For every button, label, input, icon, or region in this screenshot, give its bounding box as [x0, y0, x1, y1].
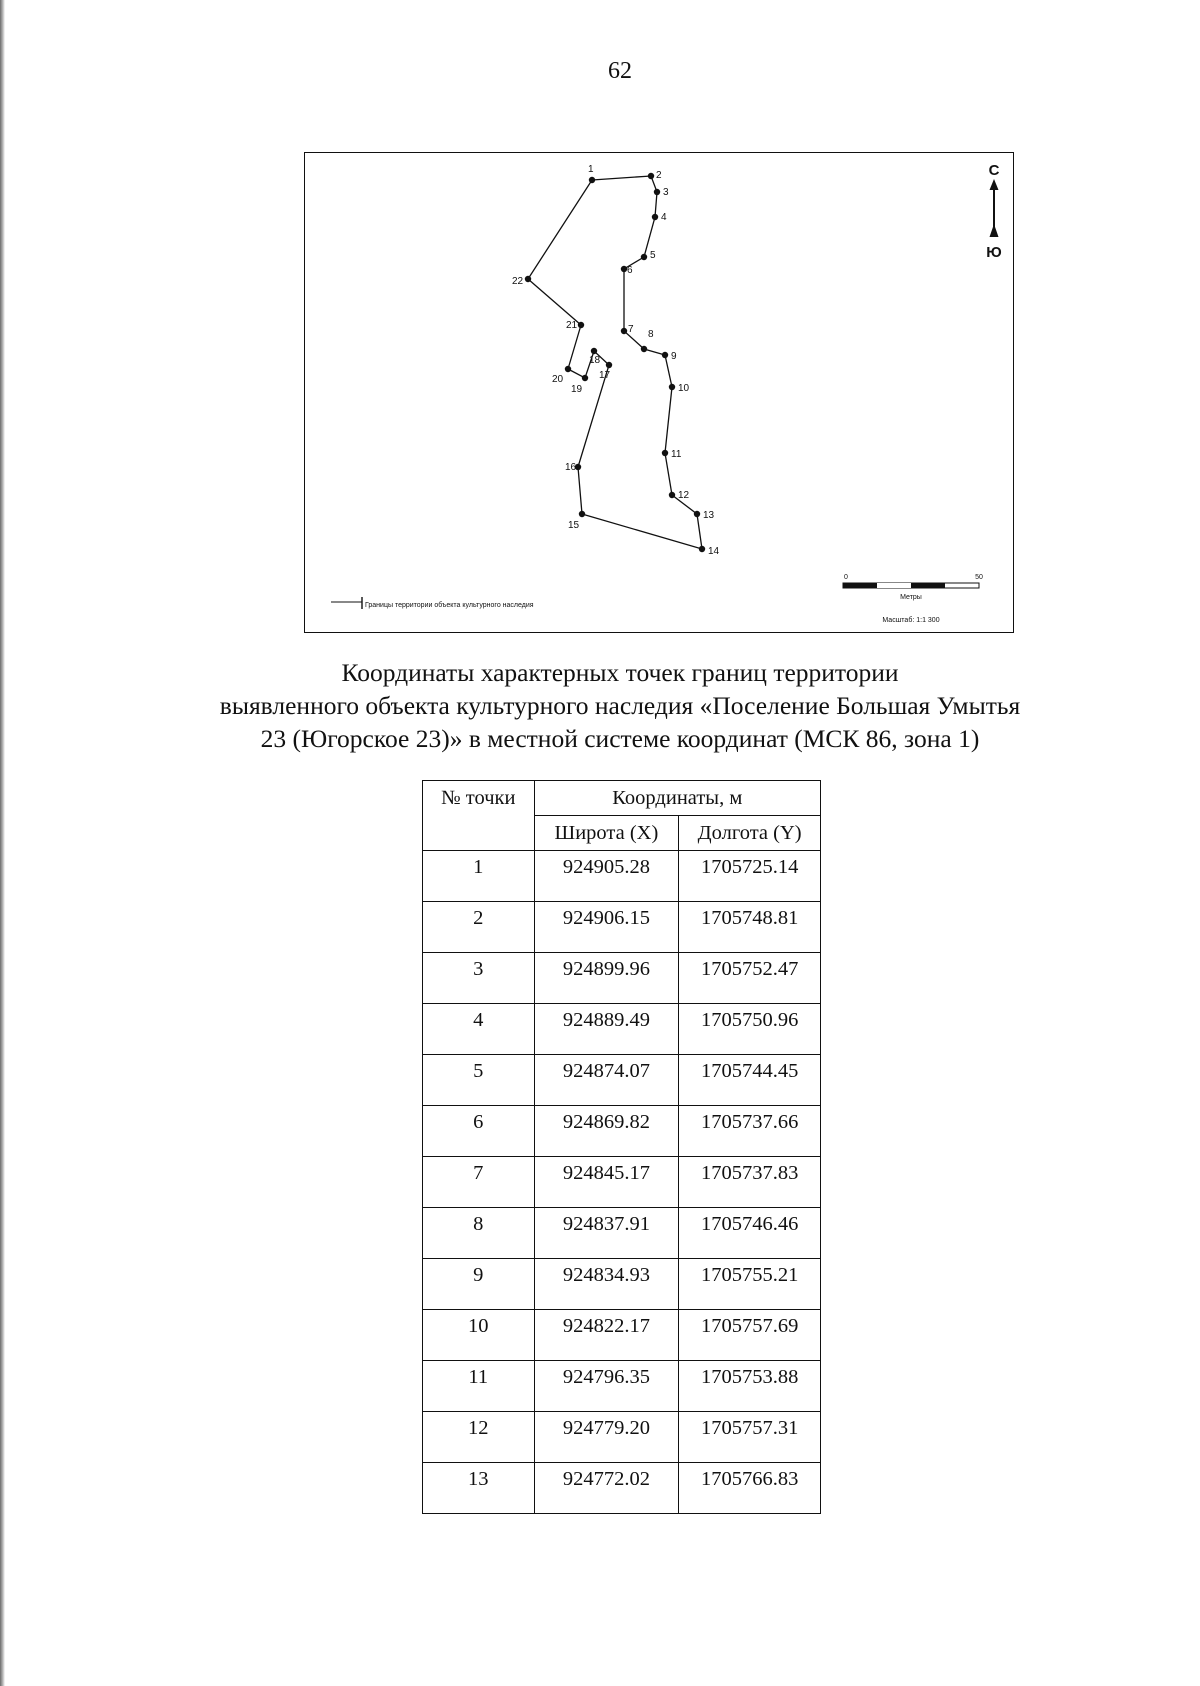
- boundary-point-label: 18: [589, 355, 601, 366]
- latitude-cell: 924779.20: [534, 1412, 679, 1463]
- table-row: [423, 1157, 821, 1208]
- latitude-cell: 924837.91: [534, 1208, 679, 1259]
- longitude-cell: 1705737.66: [679, 1106, 821, 1157]
- table-row: [423, 1463, 821, 1514]
- boundary-point-label: 17: [599, 370, 611, 381]
- coordinates-table: [422, 780, 821, 1514]
- boundary-point-marker: [669, 384, 675, 390]
- boundary-point-label: 6: [627, 265, 633, 276]
- latitude-cell: 924845.17: [534, 1157, 679, 1208]
- south-label: Ю: [986, 244, 1002, 261]
- map-legend: [331, 597, 534, 609]
- table-row: [423, 1310, 821, 1361]
- caption-line-3: 23 (Югорское 23)» в местной системе координат (МСК 86, зона 1): [260, 724, 980, 753]
- point-number-cell: 9: [423, 1259, 535, 1310]
- boundary-point-label: 5: [650, 250, 656, 261]
- legend-label: Границы территории объекта культурного наследия: [365, 602, 534, 609]
- table-row: [423, 1106, 821, 1157]
- longitude-cell: 1705757.69: [679, 1310, 821, 1361]
- scale-bar: [843, 574, 983, 624]
- boundary-point-label: 20: [552, 374, 564, 385]
- latitude-cell: 924889.49: [534, 1004, 679, 1055]
- boundary-point-label: 1: [588, 164, 594, 175]
- boundary-point-marker: [621, 328, 627, 334]
- boundary-point-marker: [652, 214, 658, 220]
- boundary-point-label: 8: [648, 329, 654, 340]
- boundary-point-marker: [662, 450, 668, 456]
- boundary-point-marker: [648, 173, 654, 179]
- boundary-point-marker: [669, 492, 675, 498]
- header-point-number: № точки: [423, 781, 535, 851]
- boundary-point-marker: [641, 346, 647, 352]
- boundary-point-marker: [565, 366, 571, 372]
- boundary-point-label: 2: [656, 170, 662, 181]
- boundary-point-marker: [579, 511, 585, 517]
- longitude-cell: 1705753.88: [679, 1361, 821, 1412]
- latitude-cell: 924869.82: [534, 1106, 679, 1157]
- boundary-point-label: 15: [568, 520, 580, 531]
- longitude-cell: 1705725.14: [679, 851, 821, 902]
- coordinates-table-body: [423, 851, 821, 1514]
- boundary-point-label: 4: [661, 212, 667, 223]
- latitude-cell: 924905.28: [534, 851, 679, 902]
- boundary-point-marker: [699, 546, 705, 552]
- boundary-point-label: 19: [571, 384, 583, 395]
- point-number-cell: 1: [423, 851, 535, 902]
- boundary-point-marker: [582, 375, 588, 381]
- header-coordinates: Координаты, м: [534, 781, 820, 816]
- table-row: [423, 1361, 821, 1412]
- scale-end: 50: [975, 574, 983, 581]
- point-number-cell: 2: [423, 902, 535, 953]
- latitude-cell: 924822.17: [534, 1310, 679, 1361]
- boundary-point-label: 9: [671, 351, 677, 362]
- scale-units: Метры: [900, 594, 922, 601]
- boundary-point-marker: [578, 322, 584, 328]
- boundary-polygon: [528, 176, 702, 549]
- boundary-point-label: 3: [663, 187, 669, 198]
- latitude-cell: 924906.15: [534, 902, 679, 953]
- longitude-cell: 1705752.47: [679, 953, 821, 1004]
- point-number-cell: 11: [423, 1361, 535, 1412]
- boundary-point-label: 11: [671, 449, 682, 460]
- latitude-cell: 924772.02: [534, 1463, 679, 1514]
- caption-line-2: выявленного объекта культурного наследия «Поселение Большая Умытья: [219, 691, 1021, 720]
- table-row: [423, 1208, 821, 1259]
- page-number: 62: [608, 58, 632, 84]
- table-row: [423, 902, 821, 953]
- longitude-cell: 1705757.31: [679, 1412, 821, 1463]
- point-number-cell: 10: [423, 1310, 535, 1361]
- scale-start: 0: [844, 574, 848, 581]
- coordinates-caption: [120, 656, 1120, 755]
- boundary-point-marker: [654, 189, 660, 195]
- longitude-cell: 1705755.21: [679, 1259, 821, 1310]
- longitude-cell: 1705748.81: [679, 902, 821, 953]
- point-number-cell: 7: [423, 1157, 535, 1208]
- boundary-point-label: 22: [512, 276, 524, 287]
- table-row: [423, 851, 821, 902]
- point-number-cell: 12: [423, 1412, 535, 1463]
- header-longitude: Долгота (Y): [679, 816, 821, 851]
- point-number-cell: 3: [423, 953, 535, 1004]
- caption-line-1: Координаты характерных точек границ территории: [341, 658, 899, 687]
- longitude-cell: 1705766.83: [679, 1463, 821, 1514]
- point-number-cell: 5: [423, 1055, 535, 1106]
- point-number-cell: 4: [423, 1004, 535, 1055]
- table-row: [423, 1259, 821, 1310]
- north-arrow-icon: [986, 162, 1001, 261]
- boundary-point-marker: [694, 511, 700, 517]
- boundary-point-marker: [525, 276, 531, 282]
- boundary-point-label: 13: [703, 510, 715, 521]
- boundary-point-marker: [662, 352, 668, 358]
- boundary-point-marker: [589, 177, 595, 183]
- boundary-map: [304, 152, 1014, 633]
- boundary-point-label: 16: [565, 462, 577, 473]
- boundary-point-label: 10: [678, 383, 690, 394]
- boundary-point-label: 7: [628, 324, 634, 335]
- boundary-point-marker: [641, 254, 647, 260]
- boundary-point-marker: [606, 362, 612, 368]
- point-number-cell: 8: [423, 1208, 535, 1259]
- scan-edge: [0, 0, 5, 1686]
- header-latitude: Широта (X): [534, 816, 679, 851]
- longitude-cell: 1705737.83: [679, 1157, 821, 1208]
- longitude-cell: 1705746.46: [679, 1208, 821, 1259]
- boundary-points: [512, 164, 720, 557]
- point-number-cell: 6: [423, 1106, 535, 1157]
- boundary-point-label: 12: [678, 490, 690, 501]
- north-label: С: [988, 162, 1000, 179]
- boundary-point-marker: [591, 348, 597, 354]
- boundary-point-label: 21: [566, 320, 578, 331]
- boundary-map-svg: [305, 153, 1015, 634]
- table-row: [423, 1004, 821, 1055]
- table-row: [423, 1412, 821, 1463]
- latitude-cell: 924874.07: [534, 1055, 679, 1106]
- latitude-cell: 924834.93: [534, 1259, 679, 1310]
- point-number-cell: 13: [423, 1463, 535, 1514]
- latitude-cell: 924899.96: [534, 953, 679, 1004]
- table-row: [423, 1055, 821, 1106]
- boundary-point-label: 14: [708, 546, 720, 557]
- longitude-cell: 1705750.96: [679, 1004, 821, 1055]
- scale-ratio: Масштаб: 1:1 300: [882, 617, 940, 624]
- table-row: [423, 953, 821, 1004]
- longitude-cell: 1705744.45: [679, 1055, 821, 1106]
- latitude-cell: 924796.35: [534, 1361, 679, 1412]
